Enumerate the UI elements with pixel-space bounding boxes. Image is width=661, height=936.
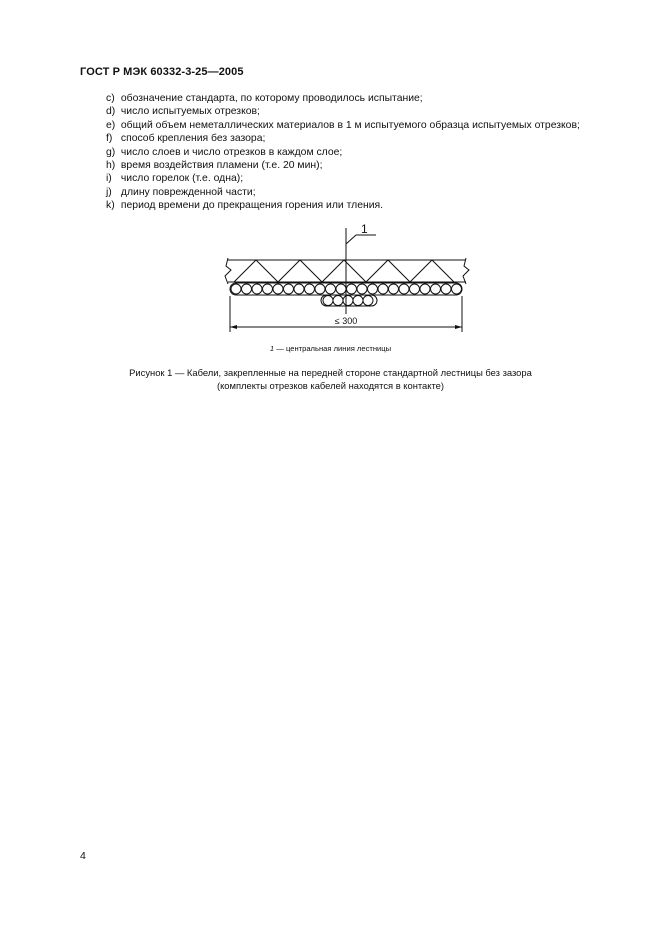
dimension-arrow-left — [230, 325, 237, 329]
page-number: 4 — [80, 850, 86, 862]
ladder-truss — [234, 260, 454, 282]
ladder-cable-figure — [220, 220, 470, 338]
list-marker: i) — [106, 173, 112, 185]
list-marker: c) — [106, 93, 115, 104]
list-item-text: число испытуемых отрезков; — [120, 106, 260, 118]
cable-row-layer2 — [323, 296, 373, 306]
list-marker: j) — [106, 186, 112, 198]
list-item — [106, 159, 580, 172]
list-marker: k) — [106, 200, 115, 212]
legend-text: — центральная линия лестницы — [276, 344, 392, 353]
break-line-left — [225, 258, 231, 284]
break-line-right — [463, 258, 469, 284]
list-item-text: время воздействия пламени (т.е. 20 мин); — [120, 160, 323, 172]
figure-caption — [0, 367, 661, 392]
list-marker: h) — [106, 160, 116, 172]
list-marker: d) — [106, 106, 116, 118]
list-item — [106, 199, 580, 212]
list-item — [106, 105, 580, 118]
list-item-text: период времени до прекращения горения или тления. — [120, 200, 384, 212]
figure-legend — [0, 344, 661, 353]
list-marker: g) — [106, 146, 116, 158]
list-item-text: число горелок (т.е. одна); — [120, 173, 244, 185]
list-item — [106, 119, 580, 132]
list-item — [106, 132, 580, 145]
cable-bundle-layer2 — [321, 295, 377, 306]
list-marker: e) — [106, 119, 116, 131]
list-item-text: способ крепления без зазора; — [120, 133, 266, 145]
list-item-text: общий объем неметаллических материалов в 1 м испытуемого образца испытуемых отрезков; — [120, 119, 580, 131]
list-item — [106, 186, 580, 199]
dimension-arrow-right — [455, 325, 462, 329]
list-item — [106, 92, 580, 105]
dimension-label: ≤ 300 — [334, 316, 358, 326]
callout-label: 1 — [361, 222, 368, 236]
list-item — [106, 146, 580, 159]
document-header: ГОСТ Р МЭК 60332-3-25—2005 — [80, 66, 244, 78]
caption-line-1: Рисунок 1 — Кабели, закрепленные на передней стороне стандартной лестницы без зазора — [129, 367, 532, 378]
list-marker: f) — [106, 133, 113, 145]
requirements-list — [106, 92, 580, 213]
list-item-text: длину поврежденной части; — [120, 186, 256, 198]
caption-line-2: (комплекты отрезков кабелей находятся в контакте) — [216, 379, 445, 391]
legend-number: 1 — [269, 344, 275, 353]
list-item-text: обозначение стандарта, по которому проводилось испытание; — [120, 93, 423, 104]
callout-leader — [346, 235, 376, 244]
list-item — [106, 172, 580, 185]
list-item-text: число слоев и число отрезков в каждом слое; — [120, 146, 343, 158]
